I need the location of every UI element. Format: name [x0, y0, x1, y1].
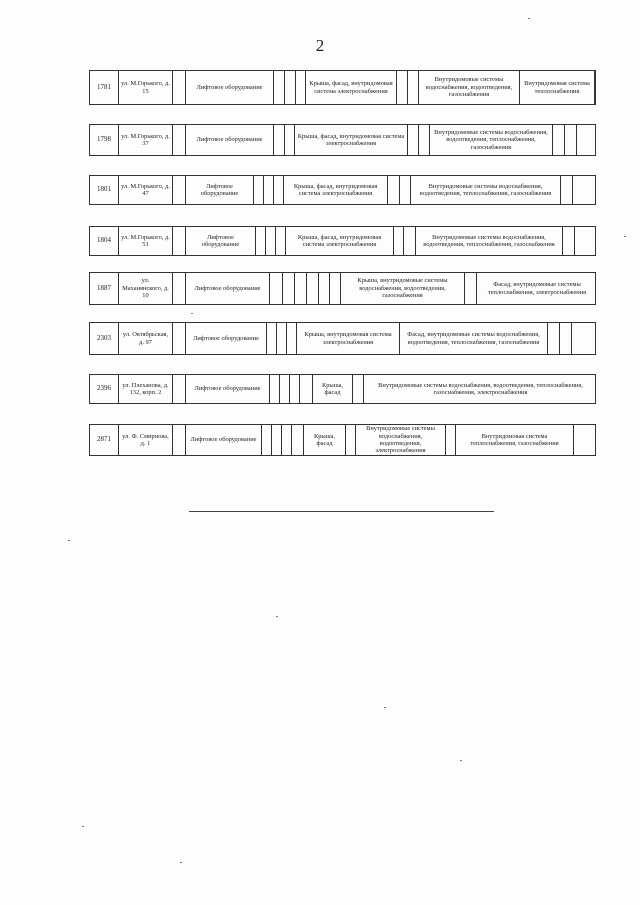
empty-cell [595, 71, 599, 104]
table-row [89, 226, 596, 256]
scan-speck [276, 616, 278, 617]
empty-cell [295, 273, 307, 304]
empty-cell [330, 273, 341, 304]
empty-cell [419, 125, 430, 155]
empty-cell [173, 323, 186, 354]
row-id: 2396 [90, 375, 119, 403]
empty-cell [256, 227, 266, 255]
empty-cell [548, 323, 560, 354]
row-work-4: Внутридомовая система теплоснабжения, газоснабжения [456, 425, 574, 455]
empty-cell [307, 273, 319, 304]
row-work-3: Внутридомовые системы водоснабжения, водоотведения, электроснабжения [356, 425, 446, 455]
row-work-1: Лифтовое оборудование [186, 425, 262, 455]
row-work-2: Крыша, внутридомовые системы водоснабжения, водоотведения, газоснабжения [341, 273, 465, 304]
empty-cell [267, 323, 277, 354]
empty-cell [277, 323, 287, 354]
row-id: 2871 [90, 425, 119, 455]
empty-cell [274, 71, 285, 104]
empty-cell [270, 375, 280, 403]
empty-cell [173, 71, 186, 104]
row-work-3: Внутридомовые системы водоснабжения, водоотведения, газоснабжения [419, 71, 520, 104]
empty-cell [287, 323, 297, 354]
empty-cell [274, 176, 284, 204]
row-work-1: Лифтовое оборудование [186, 227, 256, 255]
row-work-2: Крыша, внутридомовая система электроснабжения [297, 323, 400, 354]
row-work-2: Крыша, фасад, внутридомовая система электроснабжения [295, 125, 408, 155]
table-row [89, 175, 596, 205]
row-work-1: Лифтовое оборудование [186, 71, 274, 104]
row-work-2: Крыша, фасад [304, 425, 346, 455]
empty-cell [404, 227, 416, 255]
empty-cell [173, 227, 186, 255]
row-address: ул. Плеханова, д. 132, корп. 2 [119, 375, 173, 403]
empty-cell [465, 273, 477, 304]
empty-cell [254, 176, 264, 204]
row-address: ул. Маханянского, д. 10 [119, 273, 173, 304]
table-row [89, 272, 596, 305]
row-work-3: Внутридомовые системы водоснабжения, водоотведения, теплоснабжения, газоснабжения [430, 125, 553, 155]
empty-cell [446, 425, 456, 455]
scan-speck [460, 760, 462, 761]
scan-speck [191, 313, 193, 314]
table-row [89, 322, 596, 355]
row-address: ул. М.Горького, д. 37 [119, 125, 173, 155]
empty-cell [561, 176, 573, 204]
table-row [89, 70, 596, 105]
empty-cell [353, 375, 364, 403]
row-work-3: Внутридомовые системы водоснабжения, водоотведения, теплоснабжения, газоснабжения, электроснабжения [378, 381, 583, 396]
row-work-4: Внутридомовая система теплоснабжения [520, 71, 595, 104]
row-address: ул. Ф. Смирнова, д. 1 [119, 425, 173, 455]
row-address: ул. М.Горького, д. 47 [119, 176, 173, 204]
empty-cell [577, 125, 597, 155]
table-row [89, 424, 596, 456]
empty-cell [394, 227, 404, 255]
empty-cell [283, 273, 295, 304]
empty-cell [565, 125, 577, 155]
scan-speck [624, 236, 626, 237]
empty-cell [408, 71, 419, 104]
row-work-3: Фасад, внутридомовые системы водоснабжения, водоотведения, теплоснабжения, газоснабжения [400, 323, 548, 354]
empty-cell [346, 425, 356, 455]
empty-cell [560, 323, 572, 354]
empty-cell [276, 227, 286, 255]
empty-cell [573, 176, 597, 204]
empty-cell [266, 227, 276, 255]
row-id: 1887 [90, 273, 119, 304]
empty-cell [173, 125, 186, 155]
row-work-1: Лифтовое оборудование [186, 125, 274, 155]
row-address: ул. М.Горького, д. 15 [119, 71, 173, 104]
row-work-3: Внутридомовые системы водоснабжения, водоотведения, теплоснабжения, газоснабжения [416, 227, 563, 255]
empty-cell [274, 125, 285, 155]
row-work-2: Крыша, фасад, внутридомовая система электроснабжения [286, 227, 394, 255]
empty-cell [397, 71, 408, 104]
row-id: 1781 [90, 71, 119, 104]
page-number: 2 [315, 36, 325, 55]
scan-speck [180, 862, 182, 863]
empty-cell [388, 176, 400, 204]
row-work-2: Крыша, фасад [313, 375, 353, 403]
row-work-2: Крыша, фасад, внутридомовая система электроснабжения [284, 176, 388, 204]
row-work-1: Лифтовое оборудование [186, 323, 267, 354]
table-row [89, 124, 596, 156]
empty-cell [300, 375, 313, 403]
row-work-1: Лифтовое оборудование [186, 176, 254, 204]
empty-cell [292, 425, 304, 455]
empty-cell [262, 425, 272, 455]
empty-cell [296, 71, 306, 104]
empty-cell [574, 425, 597, 455]
empty-cell [285, 71, 296, 104]
empty-cell [563, 227, 575, 255]
row-address: ул. М.Горького, д. 51 [119, 227, 173, 255]
row-work-1: Лифтовое оборудование [186, 375, 270, 403]
closing-rule [189, 511, 494, 512]
row-id: 2303 [90, 323, 119, 354]
row-address: ул. Октябрьская, д. 97 [119, 323, 173, 354]
table-row [89, 374, 596, 404]
empty-cell [264, 176, 274, 204]
row-work-3: Фасад, внутридомовые системы теплоснабжения, электроснабжения [487, 281, 587, 296]
empty-cell [575, 227, 597, 255]
empty-cell [290, 375, 300, 403]
empty-cell [173, 273, 186, 304]
scan-speck [528, 18, 530, 19]
empty-cell [173, 425, 186, 455]
row-work-2: Крыша, фасад, внутридомовая система электроснабжения [306, 71, 397, 104]
empty-cell [282, 425, 292, 455]
empty-cell [408, 125, 419, 155]
row-id: 1798 [90, 125, 119, 155]
empty-cell [553, 125, 565, 155]
empty-cell [173, 176, 186, 204]
empty-cell [173, 375, 186, 403]
empty-cell [400, 176, 411, 204]
empty-cell [280, 375, 290, 403]
empty-cell [270, 273, 283, 304]
row-id: 1801 [90, 176, 119, 204]
row-work-1: Лифтовое оборудование [186, 273, 270, 304]
row-work-3: Внутридомовые системы водоснабжения, водоотведения, теплоснабжения, газоснабжения [411, 176, 561, 204]
scan-speck [68, 540, 70, 541]
empty-cell [272, 425, 282, 455]
row-id: 1804 [90, 227, 119, 255]
scan-speck [384, 707, 386, 708]
empty-cell [285, 125, 295, 155]
scan-speck [82, 826, 84, 827]
empty-cell [572, 323, 597, 354]
empty-cell [319, 273, 330, 304]
